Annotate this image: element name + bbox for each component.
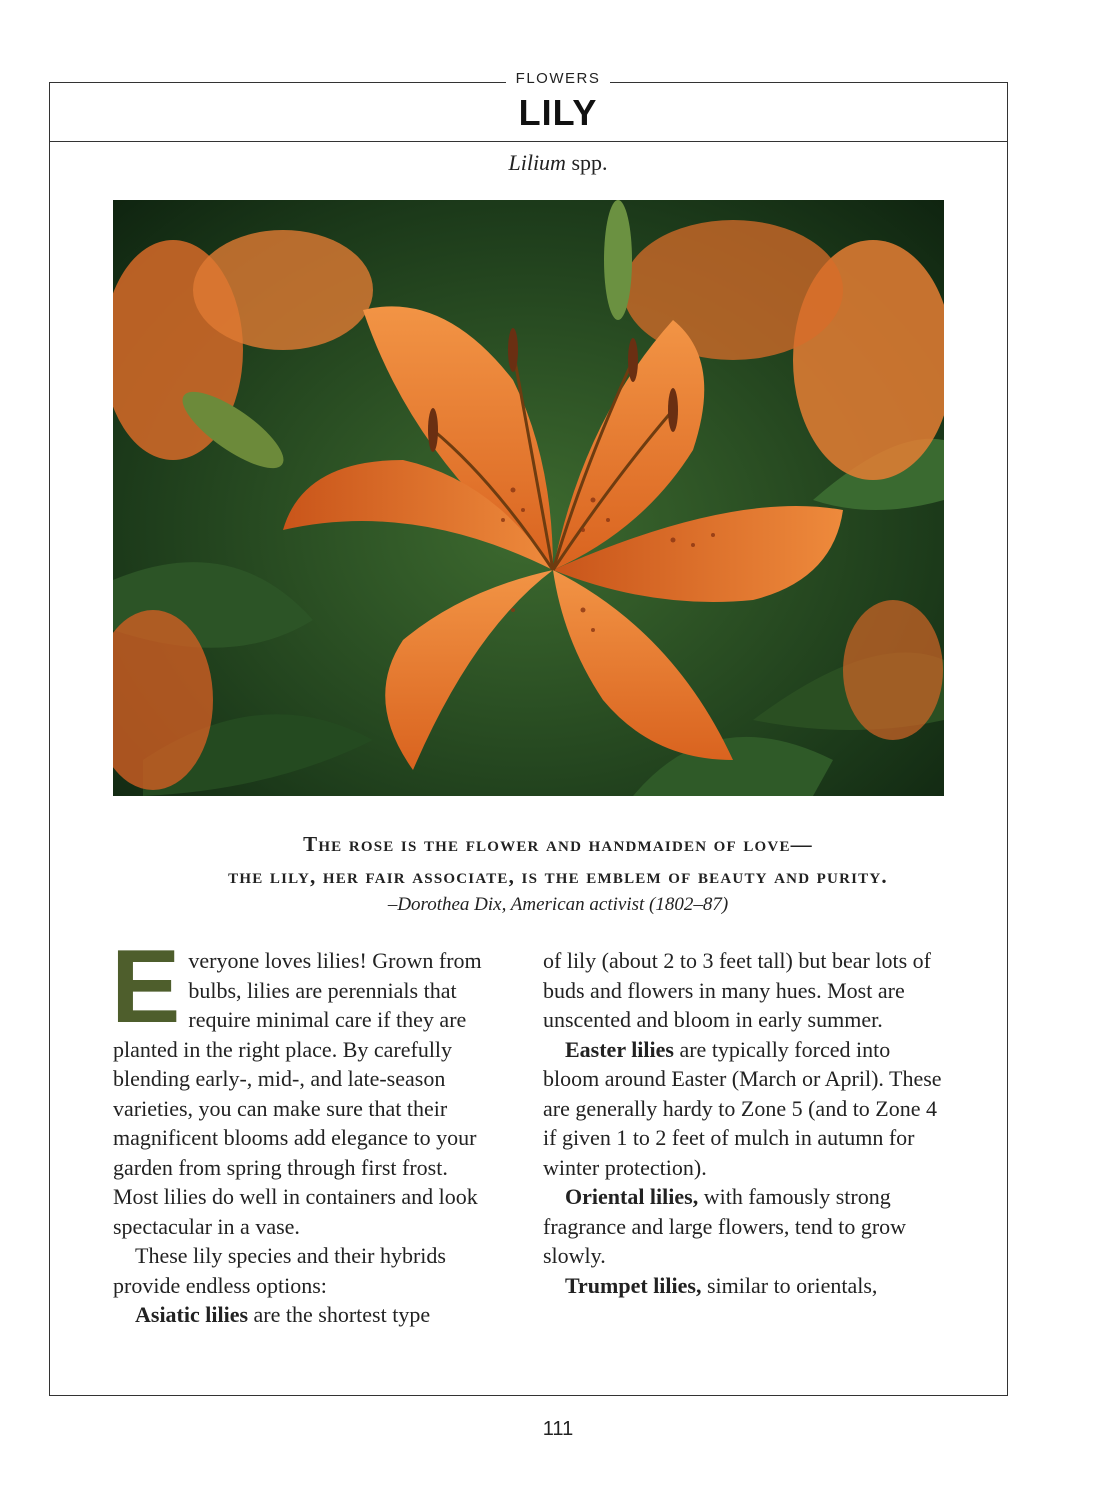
scientific-suffix: spp. xyxy=(565,150,608,175)
quote-attribution: –Dorothea Dix, American activist (1802–87) xyxy=(387,894,729,915)
title-divider xyxy=(49,141,1008,142)
section-label: FLOWERS xyxy=(0,70,1116,87)
options-paragraph: These lily species and their hybrids provide endless options: xyxy=(113,1243,446,1298)
intro-text: veryone loves lilies! Grown from bulbs, lilies are perennials that require minimal care if they are planted in the right place. By carefully blending early-, mid-, and late-season varieties, you can make sure that their magnificent blooms add elegance to your garden from spring through first frost. Most lilies do well in containers and look spectacular in a vase. xyxy=(113,948,482,1239)
oriental-paragraph xyxy=(543,1182,948,1271)
trumpet-term: Trumpet lilies, xyxy=(565,1272,702,1298)
lily-illustration xyxy=(113,200,944,796)
asiatic-text-start: are the shortest type xyxy=(248,1302,431,1327)
page-title: LILY xyxy=(518,92,598,133)
orange-lily-photo xyxy=(113,200,944,796)
scientific-genus: Lilium xyxy=(508,150,566,175)
oriental-text: with famously strong fragrance and large flowers, tend to grow slowly. xyxy=(543,1184,907,1268)
asiatic-continued: of lily (about 2 to 3 feet tall) but bear lots of buds and flowers in many hues. Most are unscented and bloom in early summer. xyxy=(543,948,931,1032)
body-column-left xyxy=(111,929,493,1330)
scientific-name xyxy=(0,150,1116,176)
trumpet-text: similar to orientals, xyxy=(701,1272,878,1298)
quote-line-1: The rose is the flower and handmaiden of love— xyxy=(303,832,813,856)
asiatic-term: Asiatic lilies xyxy=(135,1302,249,1327)
body-column-right xyxy=(543,946,948,1300)
easter-term: Easter lilies xyxy=(565,1036,674,1062)
page-number: 111 xyxy=(542,1418,574,1440)
intro-paragraph xyxy=(111,929,493,1241)
oriental-term: Oriental lilies, xyxy=(565,1184,699,1209)
quote-line-2: the lily, her fair associate, is the emblem of beauty and purity. xyxy=(228,864,888,888)
drop-cap: E xyxy=(111,929,181,1045)
easter-paragraph xyxy=(543,1035,948,1183)
trumpet-paragraph xyxy=(543,1271,948,1301)
asiatic-paragraph xyxy=(113,1300,493,1330)
easter-text: are typically forced into bloom around Easter (March or April). These are generally hardy to Zone 5 (and to Zone 4 if given 1 to 2 feet of mulch in autumn for winter protection). xyxy=(543,1036,942,1180)
